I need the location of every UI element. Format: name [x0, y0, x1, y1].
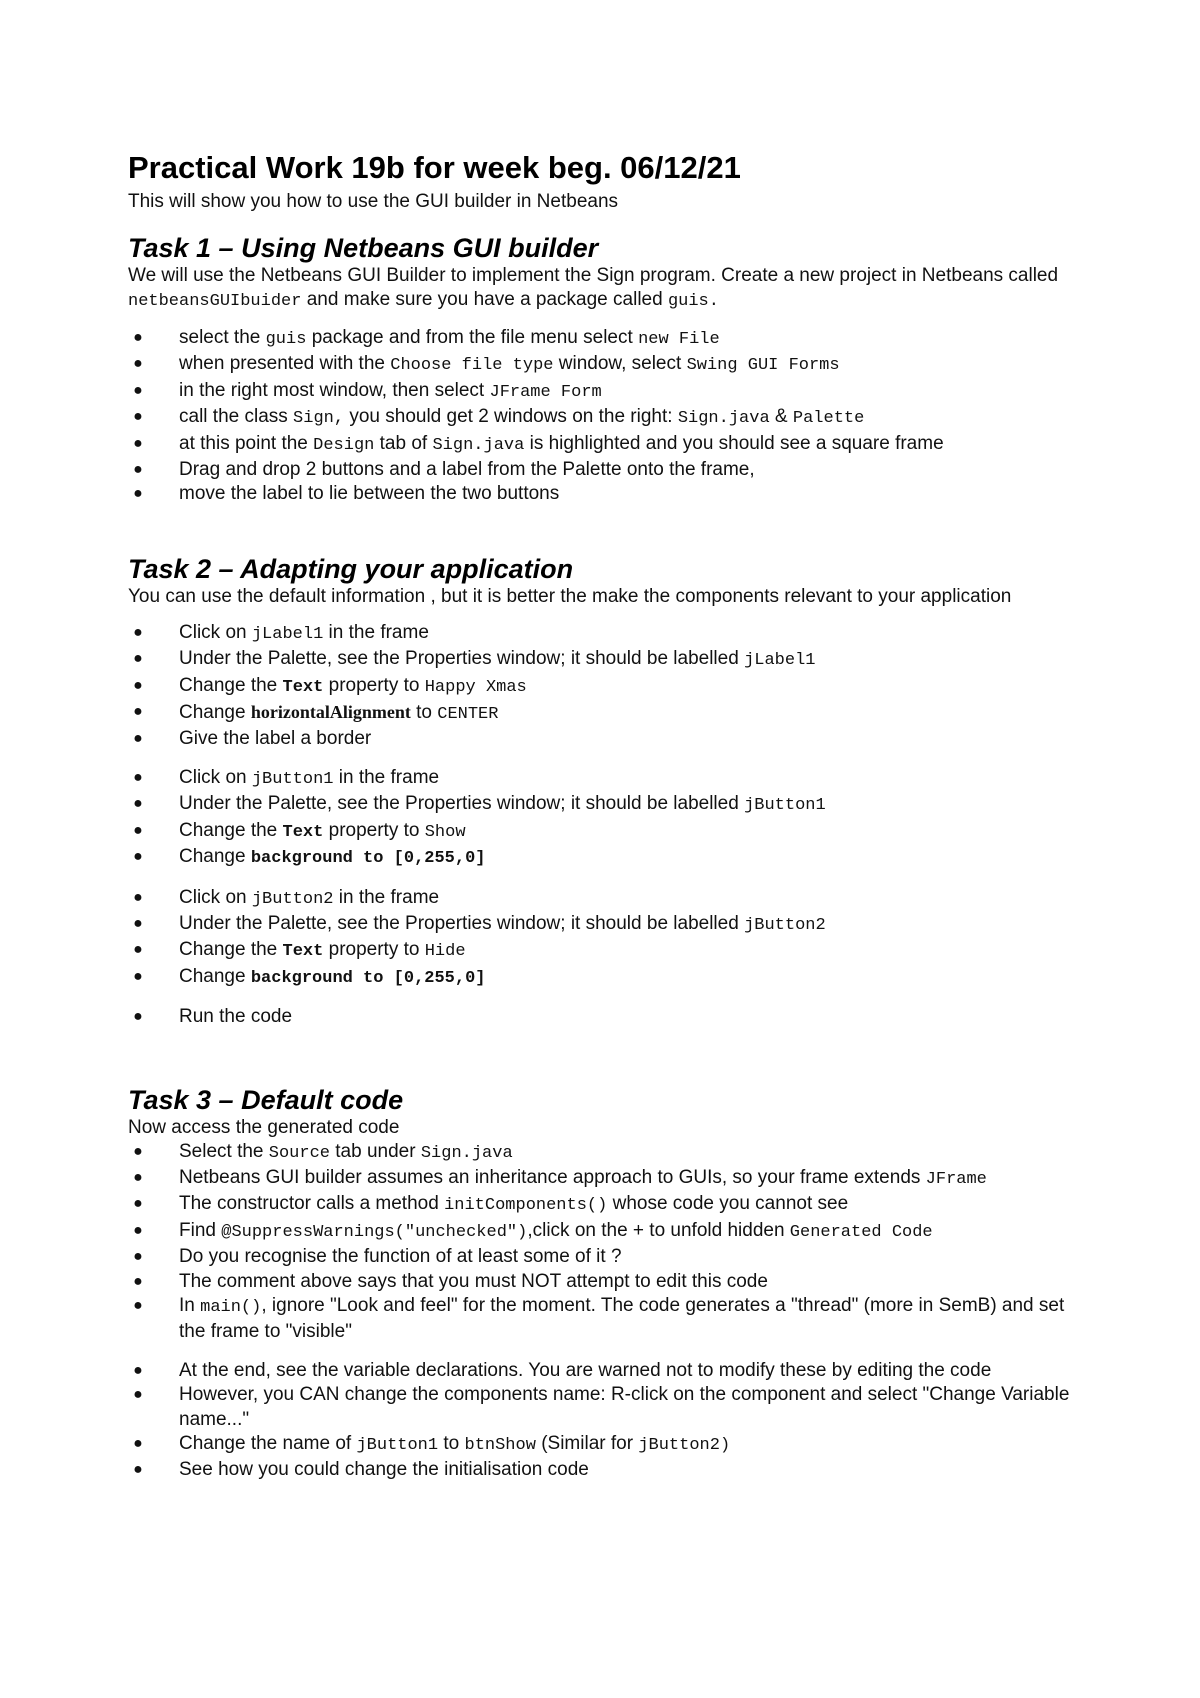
list-item: ● However, you CAN change the components name: R-click on the component and select "Change Variable name..."	[128, 1383, 1078, 1432]
list-item: ● Run the code	[128, 1005, 1078, 1029]
task2-heading: Task 2 – Adapting your application	[128, 553, 574, 584]
task3-list-code	[128, 1140, 1078, 1345]
bullet-icon: ●	[133, 1248, 143, 1266]
list-item: ● Drag and drop 2 buttons and a label from the Palette onto the frame,	[128, 458, 1078, 482]
task3-list-vars	[128, 1359, 1078, 1483]
bullet-icon: ●	[133, 461, 143, 479]
task2-list-label	[128, 621, 1078, 752]
list-item: ● Change the name of jButton1 to btnShow (Similar for jButton2)	[128, 1432, 1078, 1458]
bullet-icon: ●	[133, 381, 143, 399]
bullet-icon: ●	[133, 355, 143, 373]
list-item: ● At the end, see the variable declarations. You are warned not to modify these by editing the code	[128, 1359, 1078, 1383]
list-item: ● See how you could change the initialisation code	[128, 1458, 1078, 1482]
list-item: ● in the right most window, then select JFrame Form	[128, 379, 1078, 405]
list-item: ● In main(), ignore "Look and feel" for the moment. The code generates a "thread" (more in SemB) and set the frame to "visible"	[128, 1294, 1078, 1345]
task2-list-run	[128, 1005, 1078, 1029]
bullet-icon: ●	[133, 941, 143, 959]
list-item: ● call the class Sign, you should get 2 windows on the right: Sign.java & Palette	[128, 405, 1078, 431]
bullet-icon: ●	[133, 768, 143, 786]
list-item: ● Change horizontalAlignment to CENTER	[128, 700, 1078, 727]
task1-intro: We will use the Netbeans GUI Builder to implement the Sign program. Create a new project in Netbeans called netbeansGUIbuider and make sure you have a package called guis.	[128, 265, 1059, 311]
task3-intro: Now access the generated code	[128, 1116, 400, 1138]
task3-heading: Task 3 – Default code	[128, 1084, 404, 1115]
list-item: ● Click on jLabel1 in the frame	[128, 621, 1078, 647]
list-item: ● Click on jButton1 in the frame	[128, 766, 1078, 792]
bullet-icon: ●	[133, 329, 143, 346]
list-item: ● Click on jButton2 in the frame	[128, 886, 1078, 912]
list-item: ● The comment above says that you must NOT attempt to edit this code	[128, 1270, 1078, 1294]
bullet-icon: ●	[133, 1386, 143, 1404]
bullet-icon: ●	[133, 1008, 143, 1026]
page-title: Practical Work 19b for week beg. 06/12/21	[128, 150, 741, 185]
list-item: ● Under the Palette, see the Properties window; it should be labelled jButton1	[128, 792, 1078, 818]
page-subtitle: This will show you how to use the GUI builder in Netbeans	[128, 191, 619, 212]
bullet-icon: ●	[133, 1142, 143, 1160]
bullet-icon: ●	[133, 888, 143, 906]
bullet-icon: ●	[133, 730, 143, 748]
bullet-icon: ●	[133, 914, 143, 932]
bullet-icon: ●	[133, 1168, 143, 1186]
task1-heading: Task 1 – Using Netbeans GUI builder	[128, 233, 599, 263]
bullet-icon: ●	[133, 1461, 143, 1479]
list-item: ● Under the Palette, see the Properties window; it should be labelled jLabel1	[128, 647, 1078, 673]
bullet-icon: ●	[133, 1296, 143, 1314]
bullet-icon: ●	[133, 650, 143, 668]
bullet-icon: ●	[133, 1221, 143, 1239]
bullet-icon: ●	[133, 623, 143, 641]
list-item: ● The constructor calls a method initComponents() whose code you cannot see	[128, 1192, 1078, 1218]
list-item: ● Under the Palette, see the Properties window; it should be labelled jButton2	[128, 912, 1078, 938]
bullet-icon: ●	[133, 676, 143, 694]
bullet-icon: ●	[133, 821, 143, 839]
list-item: ● Netbeans GUI builder assumes an inheritance approach to GUIs, so your frame extends JFrame	[128, 1166, 1078, 1192]
document-page	[128, 148, 1078, 1483]
list-item: ● move the label to lie between the two buttons	[128, 482, 1078, 506]
bullet-icon: ●	[133, 1272, 143, 1290]
list-item: ● Give the label a border	[128, 727, 1078, 751]
bullet-icon: ●	[133, 408, 143, 426]
bullet-icon: ●	[133, 1195, 143, 1213]
list-item: ● select the guis package and from the file menu select new File	[128, 326, 1078, 352]
list-item: ● Change the Text property to Happy Xmas	[128, 674, 1078, 700]
list-item: ● at this point the Design tab of Sign.java is highlighted and you should see a square frame	[128, 432, 1078, 458]
list-item: ● Change the Text property to Show	[128, 819, 1078, 845]
bullet-icon: ●	[133, 1435, 143, 1452]
bullet-icon: ●	[133, 795, 143, 813]
task2-intro: You can use the default information , but it is better the make the components relevant to your application	[128, 585, 1012, 607]
bullet-icon: ●	[133, 703, 143, 721]
list-item: ● Change background to [0,255,0]	[128, 845, 1078, 871]
list-item: ● Select the Source tab under Sign.java	[128, 1140, 1078, 1166]
bullet-icon: ●	[133, 1361, 143, 1379]
list-item: ● when presented with the Choose file type window, select Swing GUI Forms	[128, 352, 1078, 378]
list-item: ● Change background to [0,255,0]	[128, 965, 1078, 991]
bullet-icon: ●	[133, 967, 143, 985]
list-item: ● Do you recognise the function of at least some of it ?	[128, 1245, 1078, 1269]
bullet-icon: ●	[133, 485, 143, 503]
list-item: ● Change the Text property to Hide	[128, 938, 1078, 964]
bullet-icon: ●	[133, 848, 143, 866]
task2-list-button1	[128, 766, 1078, 872]
task1-list	[128, 326, 1078, 507]
list-item: ● Find @SuppressWarnings("unchecked"),click on the + to unfold hidden Generated Code	[128, 1219, 1078, 1245]
task2-list-button2	[128, 886, 1078, 992]
bullet-icon: ●	[133, 434, 143, 452]
